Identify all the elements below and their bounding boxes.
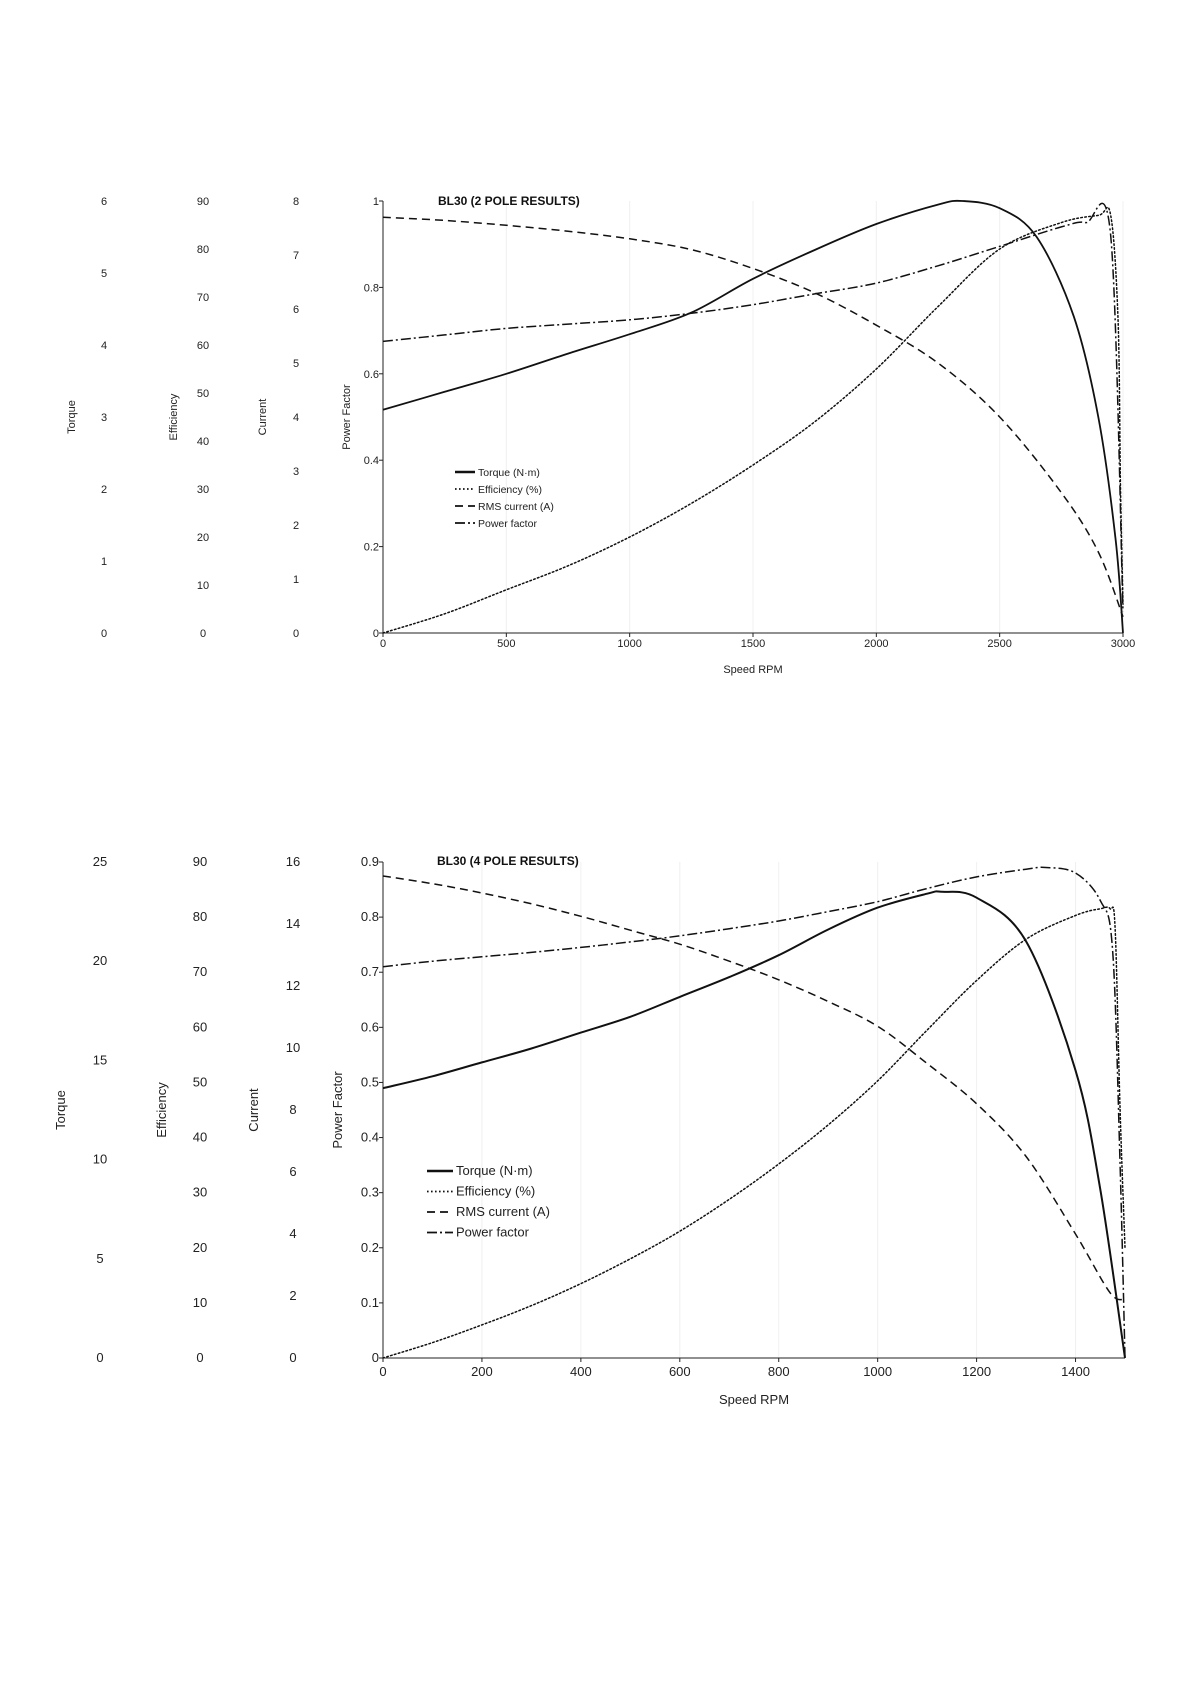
torque-tick-label: 0 xyxy=(96,1350,104,1365)
series-torque-n-m-line xyxy=(383,891,1125,1358)
efficiency-tick-label: 90 xyxy=(192,854,208,869)
current-tick-label: 0 xyxy=(292,628,300,640)
legend-label: Torque (N·m) xyxy=(478,467,540,479)
power-factor-tick-label: 0.4 xyxy=(363,455,379,468)
x-tick-label: 0 xyxy=(379,638,387,650)
efficiency-tick-label: 60 xyxy=(196,340,210,352)
series-power-factor-line xyxy=(383,867,1125,1358)
power-factor-tick-label: 0 xyxy=(372,628,379,640)
current-axis-title: Current xyxy=(246,1088,261,1132)
torque-axis-title: Torque xyxy=(66,400,78,434)
efficiency-tick-label: 80 xyxy=(192,909,208,925)
current-axis-title: Current xyxy=(257,398,269,436)
x-axis-title: Speed RPM xyxy=(718,1392,790,1407)
efficiency-tick-label: 0 xyxy=(196,1350,204,1365)
x-tick-label: 1400 xyxy=(1061,1364,1090,1379)
power-factor-tick-label: 0.3 xyxy=(360,1184,379,1200)
efficiency-tick-label: 90 xyxy=(196,196,210,208)
power-factor-axis-title: Power Factor xyxy=(330,1071,345,1149)
power-factor-tick-label: 0.8 xyxy=(363,282,379,295)
torque-tick-label: 0 xyxy=(100,628,108,640)
torque-tick-label: 6 xyxy=(100,196,108,208)
efficiency-tick-label: 10 xyxy=(192,1294,208,1310)
current-tick-label: 6 xyxy=(292,304,300,316)
x-tick-label: 3000 xyxy=(1110,638,1136,650)
current-tick-label: 5 xyxy=(292,358,300,370)
efficiency-tick-label: 10 xyxy=(196,580,210,592)
power-factor-tick-label: 0.4 xyxy=(360,1129,379,1145)
torque-tick-label: 2 xyxy=(100,484,108,496)
efficiency-tick-label: 30 xyxy=(196,484,210,496)
power-factor-tick-label: 1 xyxy=(372,196,379,208)
efficiency-tick-label: 40 xyxy=(196,436,210,448)
x-tick-label: 400 xyxy=(570,1364,592,1379)
current-tick-label: 16 xyxy=(285,854,301,869)
x-tick-label: 1500 xyxy=(740,638,766,650)
chart-1 xyxy=(66,194,1135,676)
efficiency-tick-label: 50 xyxy=(196,388,210,400)
torque-tick-label: 3 xyxy=(100,412,108,424)
power-factor-tick-label: 0.2 xyxy=(363,541,379,554)
current-tick-label: 14 xyxy=(285,916,301,931)
power-factor-tick-label: 0.7 xyxy=(360,964,379,980)
legend-label: Efficiency (%) xyxy=(456,1183,536,1199)
power-factor-axis-title: Power Factor xyxy=(341,384,353,450)
legend-label: Power factor xyxy=(456,1224,529,1240)
torque-tick-label: 15 xyxy=(92,1052,108,1068)
x-tick-label: 800 xyxy=(767,1364,790,1379)
efficiency-tick-label: 70 xyxy=(192,964,208,980)
efficiency-tick-label: 70 xyxy=(196,292,210,304)
current-tick-label: 3 xyxy=(292,466,300,478)
torque-tick-label: 1 xyxy=(100,556,108,568)
efficiency-tick-label: 30 xyxy=(192,1184,208,1200)
x-tick-label: 2000 xyxy=(864,638,889,650)
chart-title: BL30 (4 POLE RESULTS) xyxy=(437,854,579,868)
series-efficiency-line xyxy=(383,907,1125,1358)
current-tick-label: 10 xyxy=(285,1040,301,1055)
torque-tick-label: 10 xyxy=(92,1151,108,1167)
legend-label: Efficiency (%) xyxy=(478,484,542,496)
efficiency-tick-label: 20 xyxy=(192,1239,208,1255)
legend-label: Power factor xyxy=(478,518,537,530)
x-tick-label: 1200 xyxy=(962,1364,992,1379)
legend-label: Torque (N·m) xyxy=(456,1163,533,1178)
current-tick-label: 12 xyxy=(285,978,301,993)
chart-title: BL30 (2 POLE RESULTS) xyxy=(438,194,580,208)
efficiency-axis-title: Efficiency xyxy=(168,393,180,441)
current-tick-label: 1 xyxy=(292,574,300,586)
power-factor-tick-label: 0.5 xyxy=(360,1074,379,1090)
x-tick-label: 1000 xyxy=(617,638,642,650)
efficiency-axis-title: Efficiency xyxy=(154,1082,169,1138)
torque-tick-label: 5 xyxy=(100,268,108,280)
legend-label: RMS current (A) xyxy=(478,501,554,513)
x-tick-label: 500 xyxy=(497,638,516,650)
current-tick-label: 8 xyxy=(292,196,300,208)
x-tick-label: 600 xyxy=(668,1364,691,1379)
torque-tick-label: 5 xyxy=(96,1250,104,1266)
legend-label: RMS current (A) xyxy=(456,1204,550,1219)
current-tick-label: 4 xyxy=(292,412,300,424)
power-factor-tick-label: 0.9 xyxy=(360,854,379,869)
torque-tick-label: 20 xyxy=(92,953,108,969)
efficiency-tick-label: 0 xyxy=(199,628,207,640)
x-tick-label: 2500 xyxy=(987,638,1012,650)
current-tick-label: 4 xyxy=(289,1226,297,1241)
torque-axis-title: Torque xyxy=(53,1090,68,1130)
power-factor-tick-label: 0.8 xyxy=(360,909,379,925)
x-tick-label: 200 xyxy=(471,1364,493,1379)
efficiency-tick-label: 60 xyxy=(192,1019,208,1035)
x-axis-title: Speed RPM xyxy=(723,664,783,676)
x-tick-label: 1000 xyxy=(863,1364,893,1379)
efficiency-tick-label: 20 xyxy=(196,532,210,544)
current-tick-label: 0 xyxy=(289,1350,297,1365)
torque-tick-label: 25 xyxy=(92,854,108,869)
power-factor-tick-label: 0 xyxy=(371,1350,379,1365)
current-tick-label: 8 xyxy=(289,1102,297,1117)
current-tick-label: 2 xyxy=(292,520,300,532)
current-tick-label: 6 xyxy=(289,1164,297,1179)
power-factor-tick-label: 0.6 xyxy=(360,1019,379,1035)
current-tick-label: 2 xyxy=(289,1288,297,1303)
efficiency-tick-label: 80 xyxy=(196,244,210,256)
efficiency-tick-label: 40 xyxy=(192,1129,208,1145)
power-factor-tick-label: 0.6 xyxy=(363,368,379,381)
chart-2 xyxy=(53,854,1125,1407)
power-factor-tick-label: 0.1 xyxy=(360,1294,379,1310)
current-tick-label: 7 xyxy=(292,250,300,262)
power-factor-tick-label: 0.2 xyxy=(360,1239,379,1255)
efficiency-tick-label: 50 xyxy=(192,1074,208,1090)
torque-tick-label: 4 xyxy=(100,340,108,352)
x-tick-label: 0 xyxy=(379,1364,387,1379)
